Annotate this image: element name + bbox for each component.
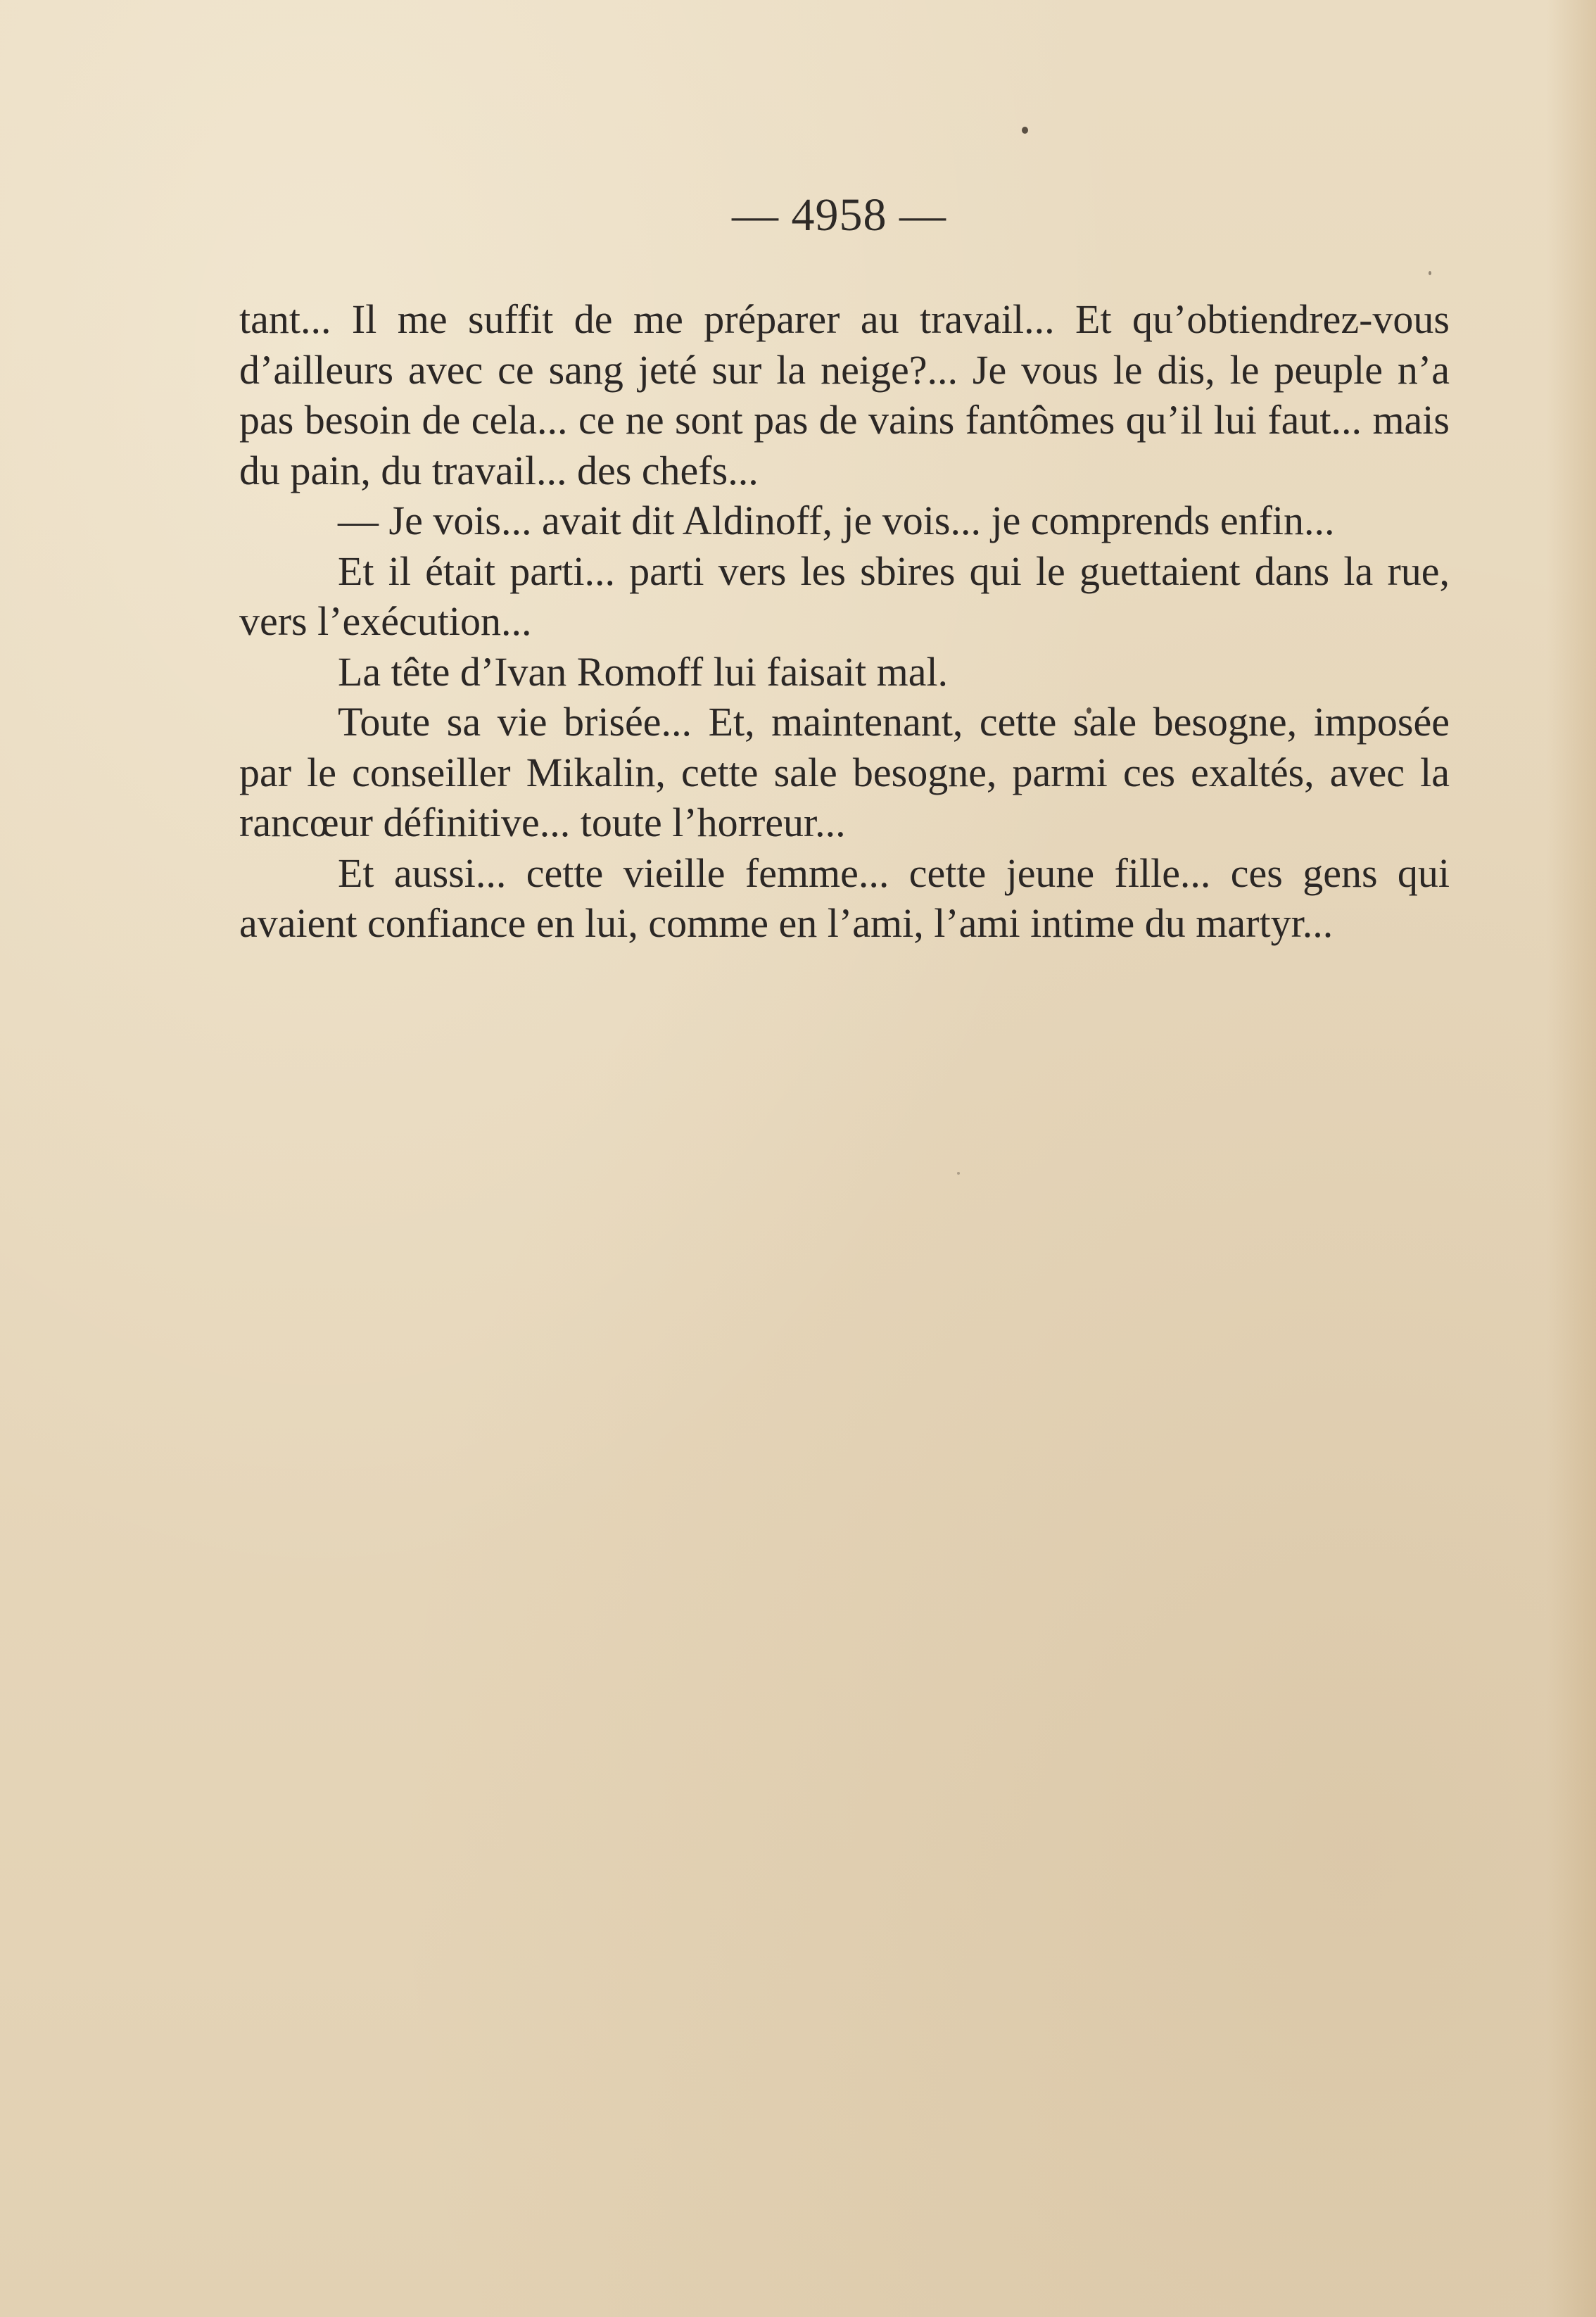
ink-speck [957,1172,960,1175]
body-text [239,294,1450,949]
paragraph-broken-life: Toute sa vie brisée... Et, maintenant, cette sale besogne, imposée par le conseiller Mikalin, cette sale besogne, parmi ces exaltés, avec la rancœur définitive... toute l’horreur... [239,699,1450,845]
paragraph-continuation: tant... Il me suffit de me préparer au travail... Et qu’obtiendrez-vous d’ailleurs avec ce sang jeté sur la neige?... Je vous le dis, le peuple n’a pas besoin de cela... ce ne sont pas de vains fantômes qu’il lui faut... mais du pain, du travail... des chefs... [239,296,1450,493]
page-number: — 4958 — [732,189,946,241]
paragraph-old-woman: Et aussi... cette vieille femme... cette jeune fille... ces gens qui avaient confiance en lui, comme en l’ami, l’ami intime du martyr... [239,850,1450,946]
paragraph-headache: La tête d’Ivan Romoff lui faisait mal. [338,648,949,695]
page-edge-shadow [1547,0,1596,2317]
ink-speck [1022,127,1028,134]
paragraph-dialogue-aldinoff: — Je vois... avait dit Aldinoff, je vois... je comprends enfin... [338,498,1335,543]
ink-speck [1429,271,1431,275]
paragraph-departure: Et il était parti... parti vers les sbires qui le guettaient dans la rue, vers l’exécution... [239,548,1450,644]
